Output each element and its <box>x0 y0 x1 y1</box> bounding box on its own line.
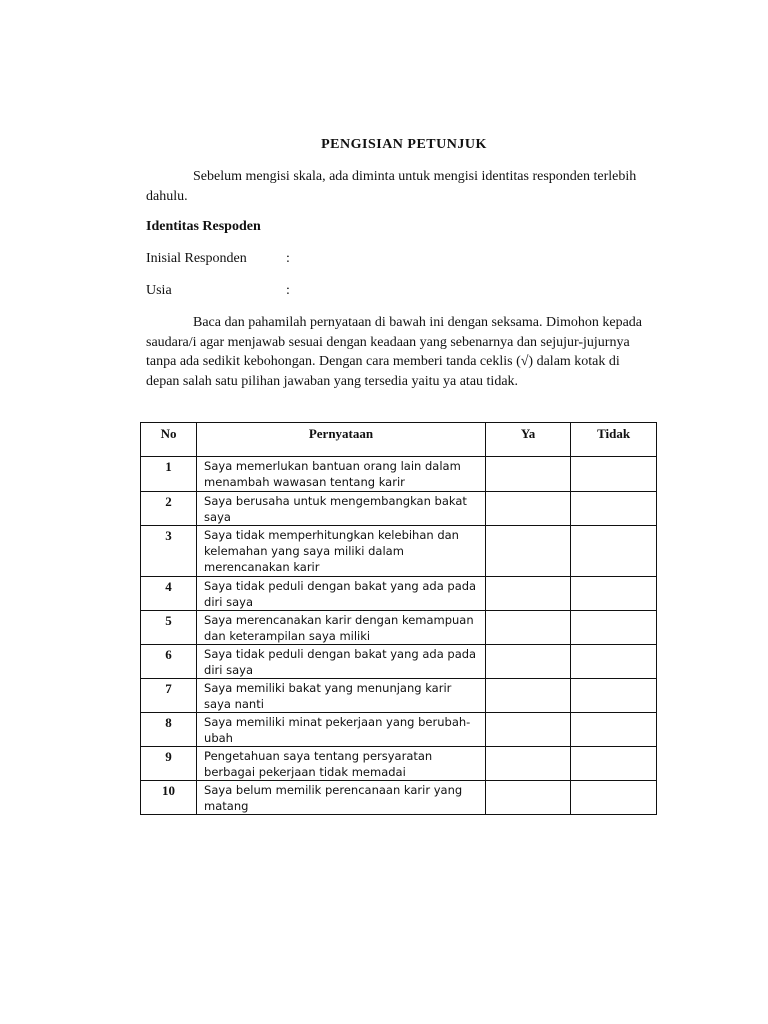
instructions-text: Baca dan pahamilah pernyataan di bawah ini dengan seksama. Dimohon kepada saudara/i agar menjawab sesuai dengan keadaan yang sebenarnya dan sejujur-jujurnya tanpa ada sedikit kebohongan. Dengan cara memberi tanda ceklis (√) dalam kotak di depan salah satu pilihan jawaban yang tersedia yaitu ya atau tidak. <box>146 315 643 389</box>
row-statement: Saya merencanakan karir dengan kemampuan dan keterampilan saya miliki <box>197 611 486 645</box>
row-statement: Saya berusaha untuk mengembangkan bakat saya <box>197 492 486 526</box>
field-age <box>146 283 290 299</box>
row-number: 2 <box>141 492 197 526</box>
header-no: No <box>141 423 197 457</box>
answer-yes-box[interactable] <box>485 492 570 526</box>
row-statement: Saya tidak memperhitungkan kelebihan dan kelemahan yang saya miliki dalam merencanakan karir <box>197 526 486 577</box>
header-yes: Ya <box>485 423 570 457</box>
table-row <box>141 457 657 492</box>
table-row <box>141 526 657 577</box>
answer-no-box[interactable] <box>571 526 657 577</box>
row-statement: Saya memiliki minat pekerjaan yang berubah-ubah <box>197 713 486 747</box>
row-statement: Saya tidak peduli dengan bakat yang ada pada diri saya <box>197 645 486 679</box>
row-number: 6 <box>141 645 197 679</box>
page-title: PENGISIAN PETUNJUK <box>321 137 487 152</box>
answer-no-box[interactable] <box>571 577 657 611</box>
row-number: 1 <box>141 457 197 492</box>
field-age-label: Usia <box>146 283 172 298</box>
table-row <box>141 645 657 679</box>
answer-yes-box[interactable] <box>485 457 570 492</box>
answer-no-box[interactable] <box>571 747 657 781</box>
table-row <box>141 679 657 713</box>
table-row <box>141 747 657 781</box>
intro-paragraph <box>146 167 646 207</box>
row-number: 10 <box>141 781 197 815</box>
instructions-paragraph <box>146 313 646 391</box>
table-header-row <box>141 423 657 457</box>
answer-yes-box[interactable] <box>485 577 570 611</box>
header-no-answer: Tidak <box>571 423 657 457</box>
answer-no-box[interactable] <box>571 679 657 713</box>
answer-no-box[interactable] <box>571 457 657 492</box>
table-row <box>141 577 657 611</box>
field-initials <box>146 251 290 267</box>
table-row <box>141 611 657 645</box>
row-number: 3 <box>141 526 197 577</box>
intro-text: Sebelum mengisi skala, ada diminta untuk mengisi identitas responden terlebih dahulu. <box>146 169 637 204</box>
row-number: 4 <box>141 577 197 611</box>
answer-no-box[interactable] <box>571 781 657 815</box>
row-statement: Saya memerlukan bantuan orang lain dalam menambah wawasan tentang karir <box>197 457 486 492</box>
answer-yes-box[interactable] <box>485 747 570 781</box>
row-number: 7 <box>141 679 197 713</box>
answer-yes-box[interactable] <box>485 611 570 645</box>
row-statement: Saya tidak peduli dengan bakat yang ada pada diri saya <box>197 577 486 611</box>
answer-no-box[interactable] <box>571 611 657 645</box>
row-statement: Saya memiliki bakat yang menunjang karir saya nanti <box>197 679 486 713</box>
answer-no-box[interactable] <box>571 492 657 526</box>
field-initials-label: Inisial Responden <box>146 251 247 266</box>
row-statement: Pengetahuan saya tentang persyaratan berbagai pekerjaan tidak memadai <box>197 747 486 781</box>
table-row <box>141 781 657 815</box>
answer-no-box[interactable] <box>571 713 657 747</box>
answer-yes-box[interactable] <box>485 781 570 815</box>
answer-yes-box[interactable] <box>485 645 570 679</box>
row-number: 8 <box>141 713 197 747</box>
row-statement: Saya belum memilik perencanaan karir yang matang <box>197 781 486 815</box>
answer-yes-box[interactable] <box>485 526 570 577</box>
field-age-separator: : <box>286 283 290 298</box>
field-initials-separator: : <box>286 251 290 266</box>
row-number: 9 <box>141 747 197 781</box>
answer-no-box[interactable] <box>571 645 657 679</box>
header-statement: Pernyataan <box>197 423 486 457</box>
answer-yes-box[interactable] <box>485 713 570 747</box>
questionnaire-table <box>140 422 657 815</box>
table-row <box>141 713 657 747</box>
identity-heading: Identitas Respoden <box>146 219 261 234</box>
row-number: 5 <box>141 611 197 645</box>
answer-yes-box[interactable] <box>485 679 570 713</box>
table-row <box>141 492 657 526</box>
